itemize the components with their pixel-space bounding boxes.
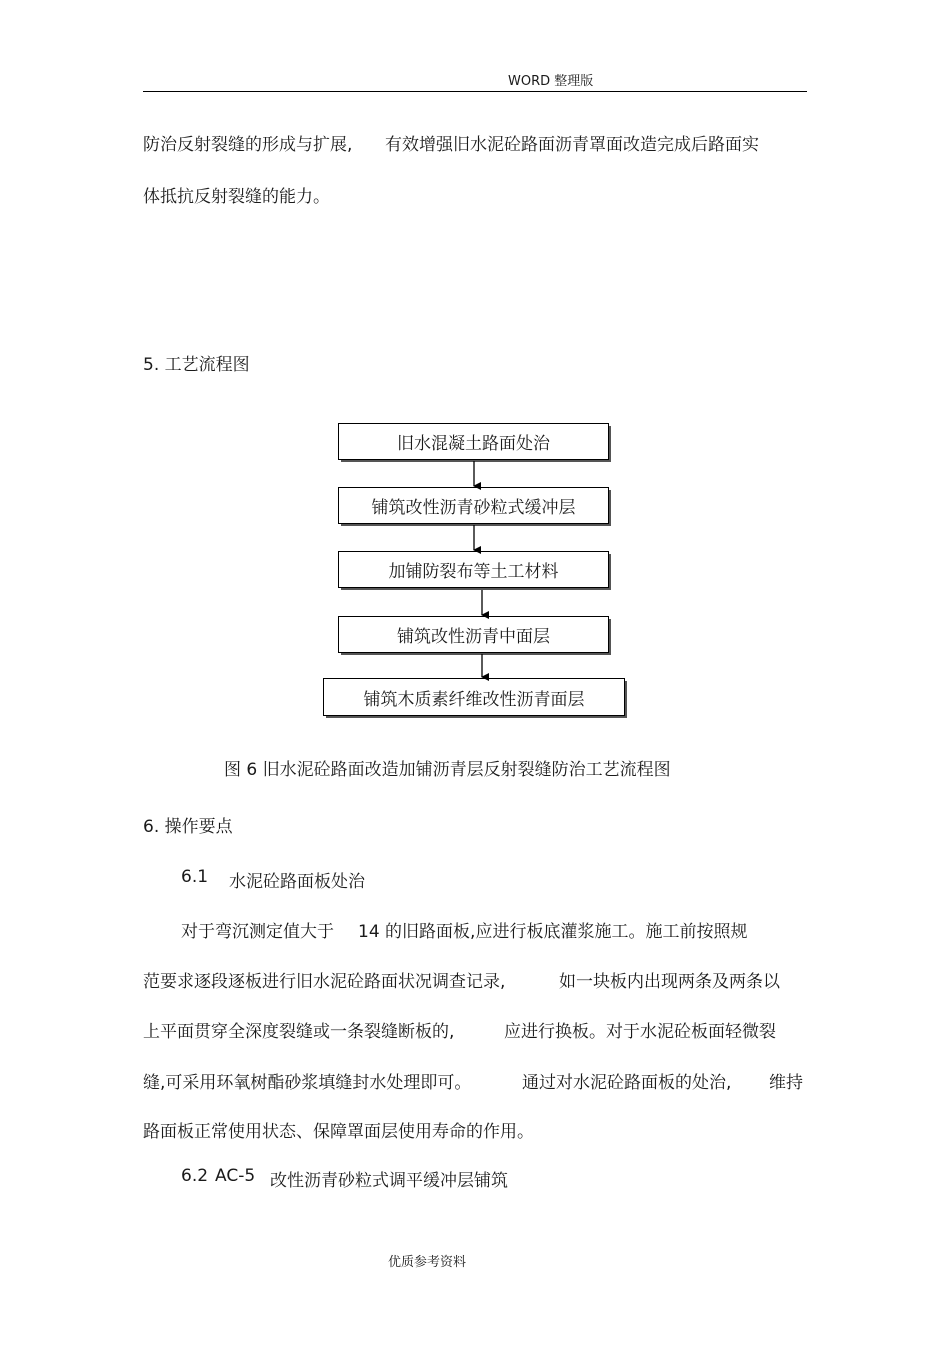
flow-step-1-label: 旧水混凝土路面处治 xyxy=(397,434,550,454)
para-line-2a: 范要求逐段逐板进行旧水泥砼路面状况调查记录, xyxy=(143,972,506,992)
section-6-title: 6. 操作要点 xyxy=(143,817,233,837)
para-line-2b: 如一块板内出现两条及两条以 xyxy=(559,972,780,992)
paragraph-1-line-2: 体抵抗反射裂缝的能力。 xyxy=(143,187,330,207)
flow-step-2-label: 铺筑改性沥青砂粒式缓冲层 xyxy=(371,498,576,518)
page-footer: 优质参考资料 xyxy=(388,1255,467,1270)
subsection-6-1-number: 6.1 xyxy=(181,867,209,887)
para-line-5: 路面板正常使用状态、保障罩面层使用寿命的作用。 xyxy=(143,1122,534,1142)
para-line-3b: 应进行换板。对于水泥砼板面轻微裂 xyxy=(504,1022,776,1042)
para-line-1a: 对于弯沉测定值大于 xyxy=(181,922,334,942)
para-line-1b: 14 的旧路面板,应进行板底灌浆施工。施工前按照规 xyxy=(358,922,748,942)
page-header: WORD 整理版 xyxy=(508,74,594,89)
para-line-4c: 维持 xyxy=(769,1073,803,1093)
flow-step-5-label: 铺筑木质素纤维改性沥青面层 xyxy=(363,689,585,710)
subsection-6-2-title: 改性沥青砂粒式调平缓冲层铺筑 xyxy=(270,1171,508,1191)
para-line-4a: 缝,可采用环氧树酯砂浆填缝封水处理即可。 xyxy=(143,1073,472,1093)
figure-caption: 图 6 旧水泥砼路面改造加铺沥青层反射裂缝防治工艺流程图 xyxy=(224,760,671,780)
flow-step-3-label: 加铺防裂布等土工材料 xyxy=(388,562,559,582)
section-5-title: 5. 工艺流程图 xyxy=(143,355,250,375)
paragraph-1-line-1a: 防治反射裂缝的形成与扩展, xyxy=(143,135,353,155)
para-line-4b: 通过对水泥砼路面板的处治, xyxy=(522,1073,732,1093)
paragraph-1-line-1b: 有效增强旧水泥砼路面沥青罩面改造完成后路面实 xyxy=(385,135,759,155)
subsection-6-2-number: 6.2 xyxy=(181,1166,209,1186)
subsection-6-2-code: AC-5 xyxy=(215,1166,256,1186)
para-line-3a: 上平面贯穿全深度裂缝或一条裂缝断板的, xyxy=(143,1022,455,1042)
flow-step-4-label: 铺筑改性沥青中面层 xyxy=(397,627,550,647)
subsection-6-1-title: 水泥砼路面板处治 xyxy=(229,872,365,892)
